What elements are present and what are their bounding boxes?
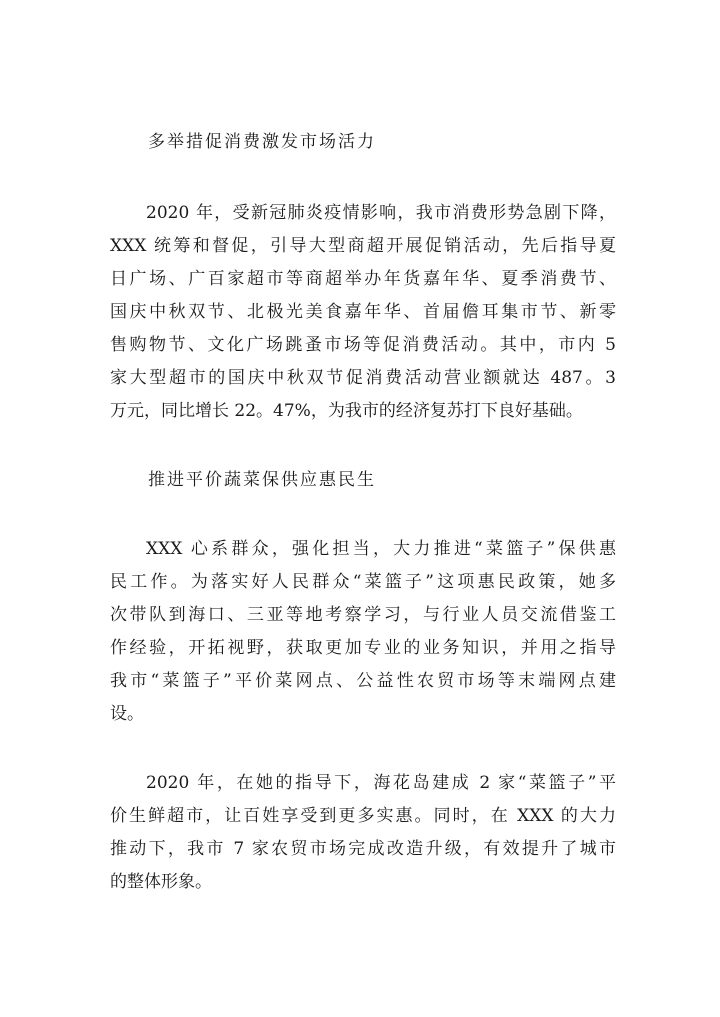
paragraph-line: 设。	[110, 704, 144, 724]
paragraph-line: 民工作。为落实好人民群众“菜篮子”这项惠民政策，她多	[110, 572, 616, 592]
paragraph-line: 售购物节、文化广场跳蚤市场等促消费活动。其中，市内 5	[110, 335, 616, 355]
paragraph-line: XXX 心系群众，强化担当，大力推进“菜篮子”保供惠	[146, 539, 616, 559]
paragraph-hainan-markets	[110, 767, 616, 899]
paragraph-vegetable-basket	[110, 533, 616, 731]
paragraph-line: 次带队到海口、三亚等地考察学习，与行业人员交流借鉴工	[110, 605, 616, 625]
paragraph-line: XXX 统筹和督促，引导大型商超开展促销活动，先后指导夏	[110, 236, 616, 256]
paragraph-line: 2020 年，受新冠肺炎疫情影响，我市消费形势急剧下降，	[146, 203, 616, 223]
paragraph-line: 我市“菜篮子”平价菜网点、公益性农贸市场等末端网点建	[110, 671, 616, 691]
section-heading-vegetables: 推进平价蔬菜保供应惠民生	[148, 470, 376, 490]
paragraph-line: 万元，同比增长 22。47%，为我市的经济复苏打下良好基础。	[110, 401, 583, 421]
section-heading-consumption: 多举措促消费激发市场活力	[148, 132, 376, 152]
paragraph-line: 作经验，开拓视野，获取更加专业的业务知识，并用之指导	[110, 638, 616, 658]
paragraph-line: 的整体形象。	[110, 872, 212, 892]
paragraph-line: 推动下，我市 7 家农贸市场完成改造升级，有效提升了城市	[110, 839, 616, 859]
paragraph-line: 2020 年，在她的指导下，海花岛建成 2 家“菜篮子”平	[146, 773, 616, 793]
paragraph-line: 国庆中秋双节、北极光美食嘉年华、首届儋耳集市节、新零	[110, 302, 616, 322]
paragraph-line: 价生鲜超市，让百姓享受到更多实惠。同时，在 XXX 的大力	[110, 806, 616, 826]
paragraph-line: 日广场、广百家超市等商超举办年货嘉年华、夏季消费节、	[110, 269, 616, 289]
paragraph-line: 家大型超市的国庆中秋双节促消费活动营业额就达 487。3	[110, 368, 616, 388]
paragraph-consumption	[110, 197, 616, 428]
